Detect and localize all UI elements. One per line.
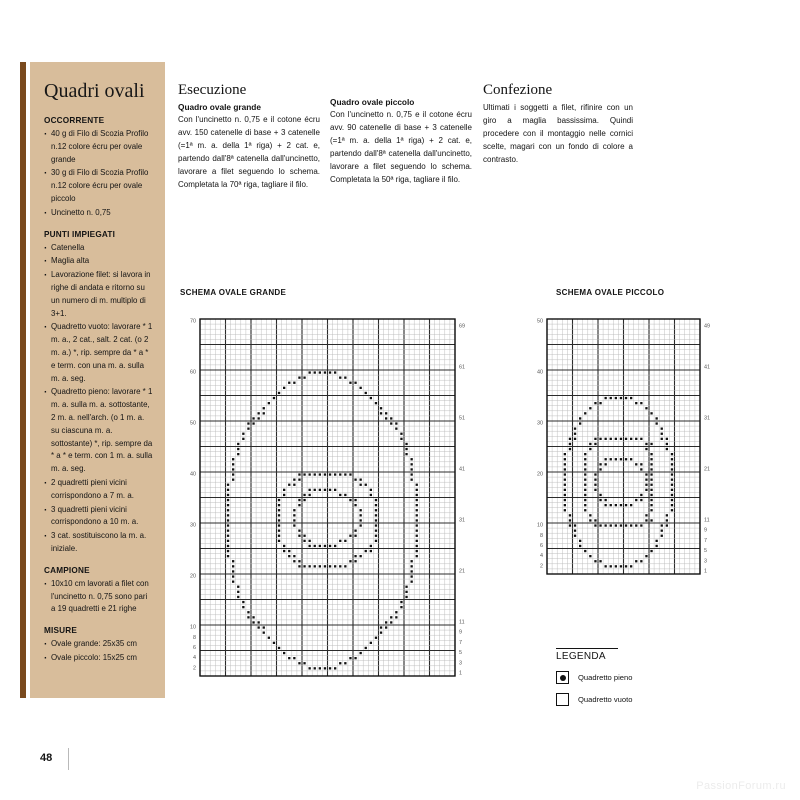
empty-cell-icon [556, 693, 569, 706]
sidebar-list [44, 578, 153, 616]
execution-title: Esecuzione [178, 82, 247, 98]
sidebar-list-item: · Uncinetto n. 0,75 [44, 207, 153, 220]
schema-ovale-piccolo-svg [527, 318, 720, 575]
sidebar-sections [44, 116, 153, 665]
axis-tick-label: 4 [540, 553, 543, 560]
axis-tick-label: 31 [704, 415, 710, 422]
sidebar-list-item: · 2 quadretti pieni vicini corrispondono a 7 m. a. [44, 477, 153, 503]
execution-body: Con l'uncinetto n. 0,75 e il cotone écru avv. 150 catenelle di base + 3 catenelle (=1ª m. a. della 1ª riga) + 2 cat. e, partendo dall'8ª catenella dall'uncinetto, lavorare a filet seguendo lo schema. Completata la 70ª riga, tagliare il filo. [178, 115, 320, 189]
page-title: Quadri ovali [44, 80, 145, 102]
axis-tick-label: 1 [704, 568, 707, 575]
sidebar-list-item: · Quadretto pieno: lavorare * 1 m. a. sulla m. a. sottostante, 2 m. a. nell'arch. (o 1 m. a. su ciascuna m. a. sottostante) *, rip. sempre da * a * e term. con 1 m. a. sulla m. a. seg. [44, 386, 153, 476]
axis-tick-label: 50 [537, 318, 543, 325]
axis-tick-label: 9 [704, 527, 707, 534]
schema-big-grid-wrap [180, 318, 475, 677]
sidebar-list [44, 128, 153, 220]
sidebar-heading: CAMPIONE [44, 565, 90, 575]
sidebar-list-item: · Quadretto vuoto: lavorare * 1 m. a., 2 cat., salt. 2 cat. (o 2 m. a.) *, rip. sempre da * a * e term. con una m. a. sulla m. a. seg. [44, 321, 153, 385]
small-square-body: Con l'uncinetto n. 0,75 e il cotone écru avv. 90 catenelle di base + 3 catenelle (=1ª m. a. della 1ª riga) + 2 cat. e, partendo dall'8ª catenella dall'uncinetto, lavorare a filet seguendo lo schema. Completata la 50ª riga, tagliare il filo. [330, 110, 472, 184]
sidebar-list-item: · Catenella [44, 242, 153, 255]
sidebar-list-item: · 10x10 cm lavorati a filet con l'uncinetto n. 0,75 sono pari a 19 quadretti e 21 righe [44, 578, 153, 616]
axis-tick-label: 10 [537, 522, 543, 529]
axis-tick-label: 69 [459, 323, 465, 330]
legend-title: LEGENDA [556, 651, 606, 663]
axis-tick-label: 3 [704, 558, 707, 565]
filled-cell-icon [556, 671, 569, 684]
column-spacer [330, 82, 472, 97]
watermark: PassionForum.ru [696, 780, 786, 792]
axis-tick-label: 50 [190, 420, 196, 427]
axis-tick-label: 30 [537, 420, 543, 427]
sidebar-list-item: · 30 g di Filo di Scozia Profilo n.12 colore écru per ovale piccolo [44, 167, 153, 205]
axis-tick-label: 6 [540, 542, 543, 549]
finishing-body: Ultimati i soggetti a filet, rifinire con un giro a maglia bassissima. Quindi procedere con il montaggio nelle cornici scelte, magari con un fondo di colore a contrasto. [483, 103, 633, 164]
axis-tick-label: 40 [190, 471, 196, 478]
cell-dot [560, 675, 566, 681]
axis-tick-label: 61 [459, 364, 465, 371]
axis-tick-label: 2 [193, 665, 196, 672]
axis-tick-label: 5 [704, 548, 707, 555]
axis-tick-label: 9 [459, 629, 462, 636]
axis-tick-label: 7 [459, 639, 462, 646]
sidebar-list-item: · 3 quadretti pieni vicini corrispondono a 10 m. a. [44, 504, 153, 530]
sidebar-heading: OCCORRENTE [44, 116, 105, 125]
axis-tick-label: 20 [537, 471, 543, 478]
axis-tick-label: 1 [459, 670, 462, 677]
axis-tick-label: 51 [459, 415, 465, 422]
axis-tick-label: 20 [190, 573, 196, 580]
sidebar-list-item: · Maglia alta [44, 255, 153, 268]
execution-subtitle: Quadro ovale grande [178, 102, 261, 112]
axis-tick-label: 8 [540, 532, 543, 539]
sidebar-list-item: · Lavorazione filet: si lavora in righe di andata e ritorno su un numero di m. multiplo di 3+1. [44, 269, 153, 320]
sidebar-list-item: · 40 g di Filo di Scozia Profilo n.12 colore écru per ovale grande [44, 128, 153, 166]
axis-tick-label: 21 [459, 568, 465, 575]
axis-tick-label: 11 [704, 517, 710, 524]
sidebar-heading: MISURE [44, 626, 78, 636]
axis-tick-label: 21 [704, 466, 710, 473]
axis-tick-label: 30 [190, 522, 196, 529]
axis-tick-label: 49 [704, 323, 710, 330]
sidebar-list-item: · Ovale piccolo: 15x25 cm [44, 652, 153, 665]
schema-small-chart [527, 318, 720, 575]
legend-rows [556, 671, 736, 706]
schema-big-title: SCHEMA OVALE GRANDE [180, 288, 287, 297]
sidebar [30, 62, 165, 698]
axis-tick-label: 41 [459, 466, 465, 473]
axis-tick-label: 2 [540, 563, 543, 570]
axis-tick-label: 8 [193, 634, 196, 641]
page-number: 48 [40, 752, 53, 764]
axis-tick-label: 40 [537, 369, 543, 376]
schema-small-grid-wrap [527, 318, 720, 575]
axis-tick-label: 5 [459, 650, 462, 657]
small-square-subtitle: Quadro ovale piccolo [330, 97, 415, 107]
axis-tick-label: 11 [459, 619, 465, 626]
schema-ovale-grande-svg [180, 318, 475, 677]
axis-tick-label: 6 [193, 644, 196, 651]
legend-item-label: Quadretto pieno [578, 673, 633, 683]
sidebar-list [44, 638, 153, 665]
sidebar-list [44, 242, 153, 556]
axis-tick-label: 70 [190, 318, 196, 325]
sidebar-list-item: · 3 cat. sostituiscono la m. a. iniziale. [44, 530, 153, 556]
legend-item-label: Quadretto vuoto [578, 695, 633, 705]
axis-tick-label: 7 [704, 537, 707, 544]
column-execution [178, 82, 320, 192]
column-small-square [330, 82, 472, 187]
column-finishing [483, 82, 633, 167]
legend-rule [556, 648, 618, 649]
footer-divider [68, 748, 69, 770]
axis-tick-label: 4 [193, 655, 196, 662]
axis-tick-label: 31 [459, 517, 465, 524]
axis-tick-label: 10 [190, 624, 196, 631]
axis-tick-label: 60 [190, 369, 196, 376]
accent-bar [20, 62, 26, 698]
legend-item [556, 693, 736, 706]
sidebar-heading: PUNTI IMPIEGATI [44, 229, 116, 239]
legend-item [556, 671, 736, 684]
axis-tick-label: 3 [459, 660, 462, 667]
schema-big-chart [180, 318, 475, 677]
axis-tick-label: 41 [704, 364, 710, 371]
sidebar-list-item: · Ovale grande: 25x35 cm [44, 638, 153, 651]
legend [556, 648, 736, 715]
finishing-title: Confezione [483, 82, 553, 98]
schema-small-title: SCHEMA OVALE PICCOLO [556, 288, 665, 297]
